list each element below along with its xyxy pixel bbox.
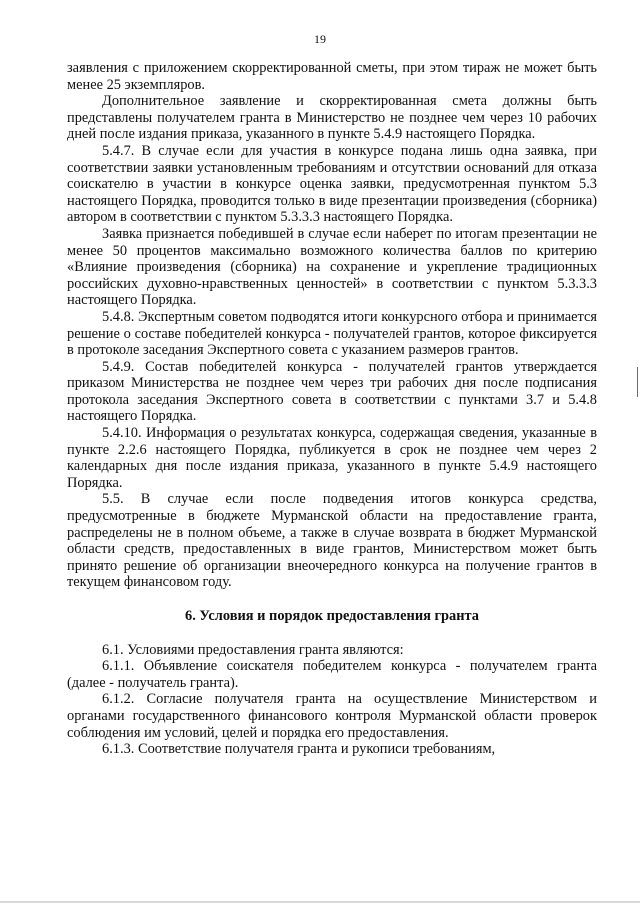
scan-edge-mark xyxy=(637,367,638,397)
paragraph-5-4-10: 5.4.10. Информация о результатах конкурса, содержащая сведения, указанные в пункте 2.2.6 настоящего Порядка, публикуется в срок не позднее чем через 2 календарных дня после издания приказа, указанного в пункте 5.4.9 настоящего Порядка. xyxy=(67,425,597,491)
scan-bottom-edge xyxy=(0,901,640,903)
paragraph-5-4-9: 5.4.9. Состав победителей конкурса - получателей грантов утверждается приказом Министерства не позднее чем через три рабочих дня после подписания протокола заседания Экспертного совета в соответствии с пунктами 3.7 и 5.4.8 настоящего Порядка. xyxy=(67,358,597,425)
paragraph-continuation: заявления с приложением скорректированной сметы, при этом тираж не может быть менее 25 экземпляров. xyxy=(67,60,597,93)
paragraph-6-1-2: 6.1.2. Согласие получателя гранта на осуществление Министерством и органами государственного финансового контроля Мурманской области проверок соблюдения им условий, целей и порядка его предоставления. xyxy=(67,691,597,741)
paragraph-6-1-3: 6.1.3. Соответствие получателя гранта и рукописи требованиям, xyxy=(102,741,496,758)
paragraph-additional-application: Дополнительное заявление и скорректированная смета должны быть представлены получателем гранта в Министерство не позднее чем через 10 рабочих дней после издания приказа, указанного в пункте 5.4.9 настоящего Порядка. xyxy=(67,93,597,143)
paragraph-6-1: 6.1. Условиями предоставления гранта являются: xyxy=(102,641,404,658)
paragraph-5-5: 5.5. В случае если после подведения итогов конкурса средства, предусмотренные в бюджете Мурманской области на предоставление гранта, распределены не в полном объеме, а также в случае возврата в бюджет Мурманской области средств, предоставленных в виде грантов, Министерством может быть принято решение об организации внеочередного конкурса на получение грантов в текущем финансовом году. xyxy=(67,491,597,591)
paragraph-5-4-8: 5.4.8. Экспертным советом подводятся итоги конкурсного отбора и принимается решение о составе победителей конкурса - получателей грантов, которое фиксируется в протоколе заседания Экспертного совета с указанием размеров грантов. xyxy=(67,308,597,359)
document-body xyxy=(67,60,597,758)
paragraph-6-1-1: 6.1.1. Объявление соискателя победителем конкурса - получателем гранта (далее - получатель гранта). xyxy=(67,658,597,691)
section-heading: 6. Условия и порядок предоставления гранта xyxy=(185,608,479,624)
paragraph-5-4-7: 5.4.7. В случае если для участия в конкурсе подана лишь одна заявка, при соответствии заявки установленным требованиям и отсутствии оснований для отказа соискателю в участии в конкурсе оценка заявки, предусмотренная пунктом 5.3 настоящего Порядка, проводится только в виде презентации произведения (сборника) автором в соответствии с пунктом 5.3.3.3 настоящего Порядка. xyxy=(67,142,597,226)
page-number: 19 xyxy=(314,32,326,46)
paragraph-winner-criteria: Заявка признается победившей в случае если наберет по итогам презентации не менее 50 процентов максимально возможного количества баллов по критерию «Влияние произведения (сборника) на сохранение и укрепление традиционных российских духовно-нравственных ценностей» в соответствии с пунктом 5.3.3.3 настоящего Порядка. xyxy=(67,225,597,309)
